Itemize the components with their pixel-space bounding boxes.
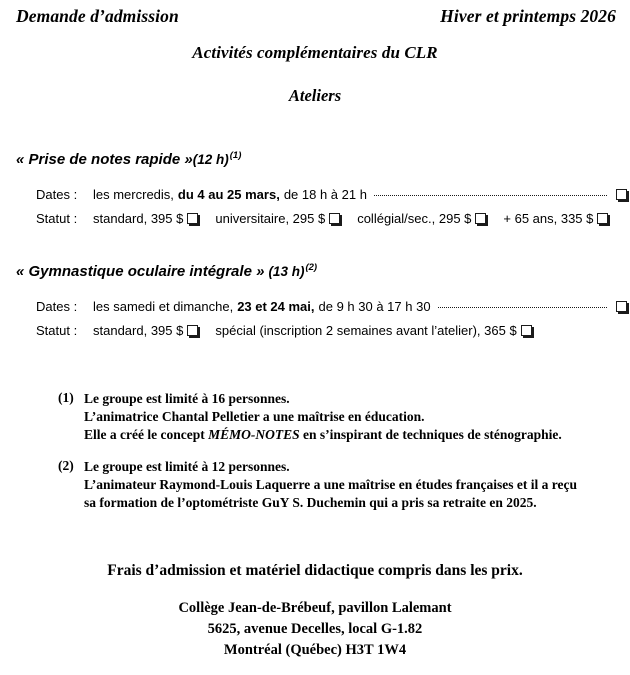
workshop-1-dates-suffix: de 18 h à 21 h	[283, 187, 367, 202]
workshop-2-statut-body	[93, 323, 630, 338]
workshop-2-statut-label: Statut :	[36, 323, 78, 338]
workshop-2-footnote-ref: (2)	[305, 262, 318, 273]
fees-note: Frais d’admission et matériel didactique compris dans les prix.	[107, 562, 523, 579]
workshop-2-name: « Gymnastique oculaire intégrale »	[16, 263, 265, 280]
workshop-2-statut-row	[36, 323, 630, 338]
workshop-1-dates-prefix: les mercredis,	[93, 187, 174, 202]
document-header	[16, 6, 616, 27]
statut-option-standard-label: standard, 395 $	[93, 211, 184, 226]
footnote-2	[58, 458, 630, 512]
footnote-2-line-2: L’animateur Raymond-Louis Laquerre a une maîtrise en études françaises et il a reçu	[84, 476, 577, 492]
workshop-1-duration: (12 h)	[192, 152, 229, 167]
workshop-1-dates-label: Dates :	[36, 187, 78, 202]
workshop-2-title	[16, 262, 630, 280]
term-label: Hiver et printemps 2026	[440, 6, 616, 26]
address-line-3: Montréal (Québec) H3T 1W4	[223, 642, 407, 659]
section-title: Ateliers	[288, 86, 342, 105]
checkbox-icon-universitaire-1[interactable]	[329, 213, 340, 224]
statut-option-standard-2-label: standard, 395 $	[93, 323, 184, 338]
footnote-2-lines	[84, 458, 630, 512]
checkbox-icon-65ans-1[interactable]	[597, 213, 608, 224]
workshop-2-duration: (13 h)	[268, 264, 305, 279]
statut-option-65ans[interactable]	[503, 211, 611, 226]
footnote-1	[58, 390, 630, 444]
footnote-1-line-1: Le groupe est limité à 16 personnes.	[84, 391, 290, 406]
workshop-1-dates-body	[93, 187, 630, 202]
footnote-1-concept-name: MÉMO-NOTES	[208, 426, 300, 442]
workshop-2-dates-suffix: de 9 h 30 à 17 h 30	[318, 299, 431, 314]
document-subtitle: Activités complémentaires du CLR	[192, 43, 438, 62]
footnote-1-lines	[84, 390, 630, 444]
footnote-1-line-2: L’animatrice Chantal Pelletier a une maîtrise en éducation.	[84, 408, 425, 424]
footnote-2-line-1: Le groupe est limité à 12 personnes.	[84, 458, 290, 474]
footnotes-section	[0, 390, 630, 512]
statut-option-special[interactable]	[215, 323, 534, 338]
workshop-1-name: « Prise de notes rapide »	[16, 151, 193, 168]
footnote-1-line-3-before: Elle a créé le concept	[84, 426, 209, 442]
workshop-1-statut-row	[36, 211, 630, 226]
checkbox-icon-special-2[interactable]	[521, 325, 532, 336]
workshop-1-dates-highlight: du 4 au 25 mars,	[177, 187, 280, 202]
workshop-1-statut-label: Statut :	[36, 211, 78, 226]
footnote-2-marker: (2)	[58, 457, 74, 473]
checkbox-icon-standard-1[interactable]	[187, 213, 198, 224]
workshop-2-dates-body	[93, 299, 630, 314]
footnote-2-line-3	[84, 494, 630, 512]
statut-option-collegial-label: collégial/sec., 295 $	[357, 211, 472, 226]
statut-option-65ans-label: + 65 ans, 335 $	[503, 211, 594, 226]
workshop-2-dates-prefix: les samedi et dimanche,	[93, 299, 234, 314]
workshop-2-dates-row	[36, 299, 630, 314]
workshop-block-2	[0, 262, 630, 338]
address-block	[0, 598, 630, 661]
checkbox-icon-workshop-1-dates[interactable]	[616, 189, 627, 200]
workshop-2-dates-highlight: 23 et 24 mai,	[237, 299, 315, 314]
address-line-1: Collège Jean-de-Brébeuf, pavillon Lalemant	[178, 600, 452, 616]
workshop-1-statut-body	[93, 211, 630, 226]
workshop-1-footnote-ref: (1)	[229, 150, 242, 161]
workshop-2-dates-label: Dates :	[36, 299, 78, 314]
footnote-2-line-3-before: sa formation de l’optométriste GuY S. Duchemin qui a pris sa retraite en 2025.	[84, 494, 537, 510]
workshop-block-1	[0, 150, 630, 226]
footnote-1-line-3	[84, 426, 630, 444]
checkbox-icon-standard-2[interactable]	[187, 325, 198, 336]
footnote-1-line-3-after: en s’inspirant de techniques de sténographie.	[299, 426, 562, 442]
statut-option-standard-2[interactable]	[93, 323, 201, 338]
address-line-2: 5625, avenue Decelles, local G-1.82	[207, 621, 423, 638]
statut-option-universitaire-label: universitaire, 295 $	[215, 211, 326, 226]
footnote-1-marker: (1)	[58, 390, 74, 405]
workshop-2-dates-leader	[438, 307, 607, 308]
workshop-1-dates-row	[36, 187, 630, 202]
statut-option-special-label: spécial (inscription 2 semaines avant l’atelier), 365 $	[215, 323, 517, 338]
statut-option-standard[interactable]	[93, 211, 201, 226]
checkbox-icon-workshop-2-dates[interactable]	[616, 301, 627, 312]
workshop-1-dates-leader	[374, 195, 607, 196]
document-title: Demande d’admission	[16, 6, 179, 26]
statut-option-collegial[interactable]	[357, 211, 489, 226]
checkbox-icon-collegial-1[interactable]	[475, 213, 486, 224]
workshop-1-title	[16, 150, 630, 168]
statut-option-universitaire[interactable]	[215, 211, 343, 226]
